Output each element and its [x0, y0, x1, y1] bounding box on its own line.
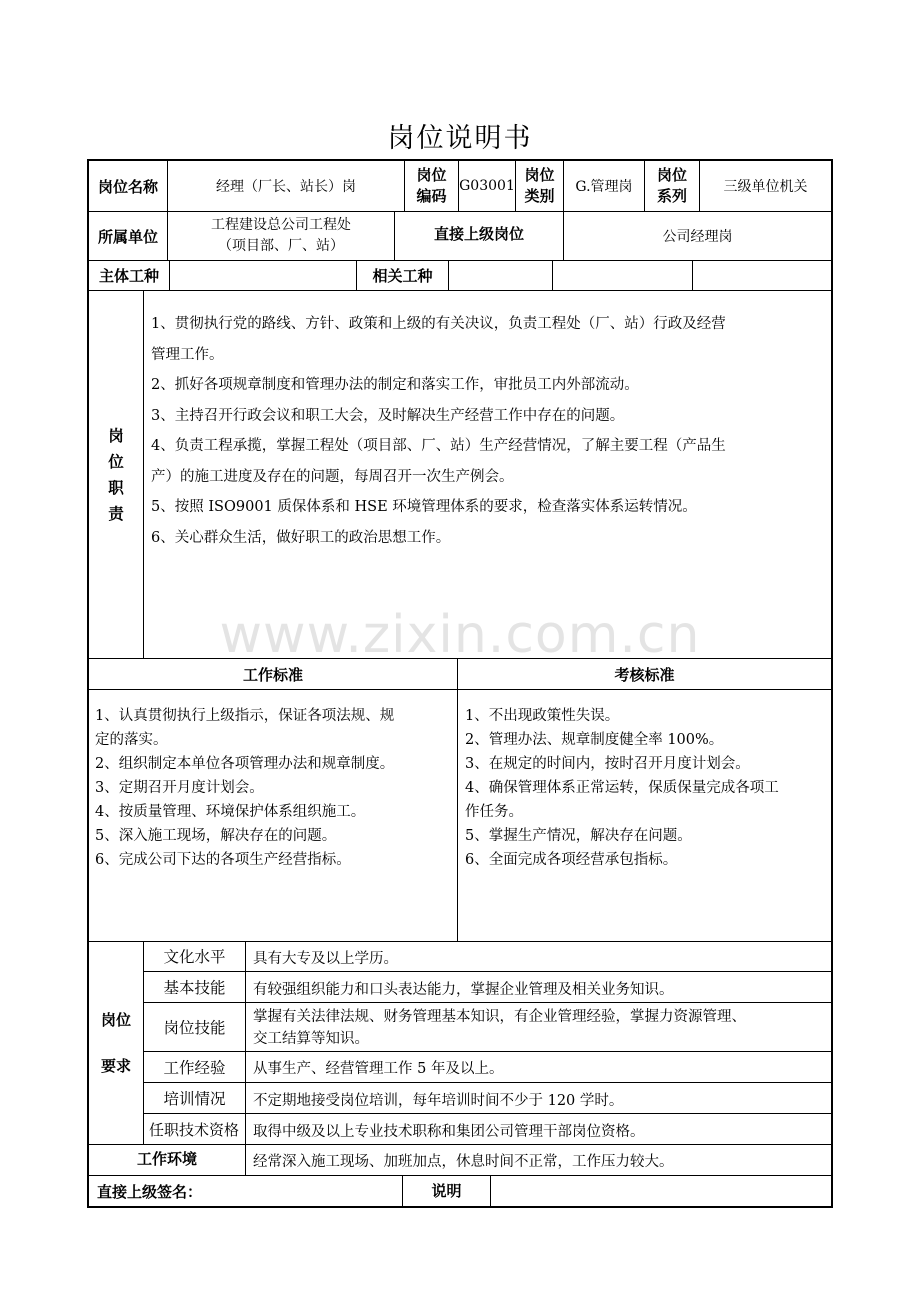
work-standard-item: 3、定期召开月度计划会。	[95, 780, 264, 796]
work-standard-item: 4、按质量管理、环境保护体系组织施工。	[95, 804, 366, 820]
duties-label-char: 岗	[108, 427, 124, 445]
post-skill-label: 岗位技能	[163, 1019, 226, 1037]
post-series-label-line1: 岗位	[656, 166, 687, 184]
post-series-label	[645, 161, 699, 211]
note-label: 说明	[431, 1181, 462, 1200]
assessment-standard-item: 3、在规定的时间内，按时召开月度计划会。	[465, 756, 750, 772]
work-standard-item: 定的落实。	[95, 732, 168, 748]
work-standard-header: 工作标准	[242, 665, 303, 684]
education-value: 具有大专及以上学历。	[253, 950, 398, 967]
superior-value: 公司经理岗	[662, 229, 733, 245]
training-value: 不定期地接受岗位培训，每年培训时间不少于 120 学时。	[253, 1092, 624, 1109]
assessment-standard-header: 考核标准	[614, 665, 675, 684]
unit-value	[168, 212, 394, 260]
post-name-label: 岗位名称	[97, 177, 158, 196]
requirements-label-line2: 要求	[100, 1056, 131, 1075]
watermark: www.zixin.com.cn	[219, 605, 701, 665]
duties-label-char: 责	[108, 505, 124, 523]
duty-line: 2、抓好各项规章制度和管理办法的制定和落实工作，审批员工内外部流动。	[151, 377, 639, 393]
related-work-value	[449, 261, 831, 290]
work-standard-item: 1、认真贯彻执行上级指示，保证各项法规、规	[95, 708, 395, 724]
duty-line: 3、主持召开行政会议和职工大会，及时解决生产经营工作中存在的问题。	[151, 407, 625, 424]
signature-label: 直接上级签名：	[97, 1182, 203, 1201]
duty-line: 管理工作。	[151, 346, 224, 363]
post-category-label-line1: 岗位	[524, 166, 555, 184]
note-value	[491, 1176, 831, 1206]
duties-label-char: 职	[108, 479, 124, 497]
assessment-standard-item: 2、管理办法、规章制度健全率 100%。	[465, 732, 724, 748]
assessment-standard-item: 1、不出现政策性失误。	[465, 708, 620, 724]
basic-skill-value: 有较强组织能力和口头表达能力，掌握企业管理及相关业务知识。	[253, 981, 674, 998]
assessment-standard-item: 6、全面完成各项经营承包指标。	[465, 852, 678, 868]
unit-value-line1: 工程建设总公司工程处	[211, 217, 351, 233]
environment-value: 经常深入施工现场、加班加点，休息时间不正常，工作压力较大。	[253, 1153, 674, 1170]
related-work-label: 相关工种	[372, 267, 433, 285]
post-series-value: 三级单位机关	[723, 179, 808, 195]
duty-line: 5、按照 ISO9001 质保体系和 HSE 环境管理体系的要求，检查落实体系运转情况。	[151, 499, 697, 515]
post-name-value: 经理（厂长、站长）岗	[216, 179, 356, 195]
experience-value: 从事生产、经营管理工作 5 年及以上。	[253, 1060, 504, 1077]
row-divider	[143, 1082, 832, 1083]
assessment-standard-list	[465, 704, 829, 872]
qualification-label: 任职技术资格	[148, 1120, 239, 1139]
post-skill-value	[253, 1004, 831, 1052]
post-category-label-line2: 类别	[524, 187, 555, 205]
main-work-value	[170, 261, 356, 290]
assessment-standard-item: 4、确保管理体系正常运转，保质保量完成各项工	[465, 780, 779, 796]
training-label: 培训情况	[163, 1090, 226, 1108]
post-code-value: G03001	[459, 178, 515, 194]
post-series-label-line2: 系列	[656, 187, 687, 205]
assessment-standard-item: 作任务。	[465, 804, 523, 820]
work-standard-item: 6、完成公司下达的各项生产经营指标。	[95, 852, 351, 868]
assessment-standard-item: 5、掌握生产情况，解决存在问题。	[465, 828, 692, 844]
experience-label: 工作经验	[163, 1059, 226, 1077]
requirements-label-line1: 岗位	[100, 1010, 131, 1029]
col-divider	[143, 290, 144, 658]
superior-label: 直接上级岗位	[433, 224, 524, 243]
work-standard-item: 5、深入施工现场，解决存在的问题。	[95, 828, 337, 844]
duty-line: 4、负责工程承揽，掌握工程处（项目部、厂、站）生产经营情况，了解主要工程（产品生	[151, 438, 726, 454]
duty-line: 产）的施工进度及存在的问题，每周召开一次生产例会。	[151, 468, 514, 485]
post-code-label	[405, 161, 458, 211]
basic-skill-label: 基本技能	[163, 979, 226, 997]
qualification-value: 取得中级及以上专业技术职称和集团公司管理干部岗位资格。	[253, 1123, 645, 1140]
post-skill-value-line2: 交工结算等知识。	[253, 1031, 369, 1047]
post-skill-value-line1: 掌握有关法律法规、财务管理基本知识，有企业管理经验，掌握力资源管理、	[253, 1009, 746, 1025]
main-work-label: 主体工种	[98, 267, 159, 285]
unit-label: 所属单位	[97, 227, 158, 246]
row-divider	[88, 290, 832, 291]
environment-label: 工作环境	[136, 1149, 197, 1168]
education-label: 文化水平	[163, 948, 226, 966]
duty-line: 6、关心群众生活，做好职工的政治思想工作。	[151, 529, 451, 546]
duties-content	[151, 309, 829, 553]
work-standard-item: 2、组织制定本单位各项管理办法和规章制度。	[95, 756, 395, 772]
post-code-label-line1: 岗位	[416, 166, 447, 184]
col-divider	[245, 941, 246, 1175]
duties-label	[89, 420, 143, 530]
work-standard-list	[95, 704, 455, 872]
unit-value-line2: （项目部、厂、站）	[218, 238, 344, 254]
requirements-label	[89, 1002, 143, 1082]
page-title: 岗位说明书	[387, 122, 533, 154]
duties-label-char: 位	[108, 453, 124, 471]
post-code-label-line2: 编码	[416, 187, 447, 205]
duty-line: 1、贯彻执行党的路线、方针、政策和上级的有关决议，负责工程处（厂、站）行政及经营	[151, 316, 726, 332]
row-divider	[88, 689, 832, 690]
post-category-value: G.管理岗	[575, 179, 633, 195]
post-category-label	[516, 161, 563, 211]
col-divider	[457, 658, 458, 941]
